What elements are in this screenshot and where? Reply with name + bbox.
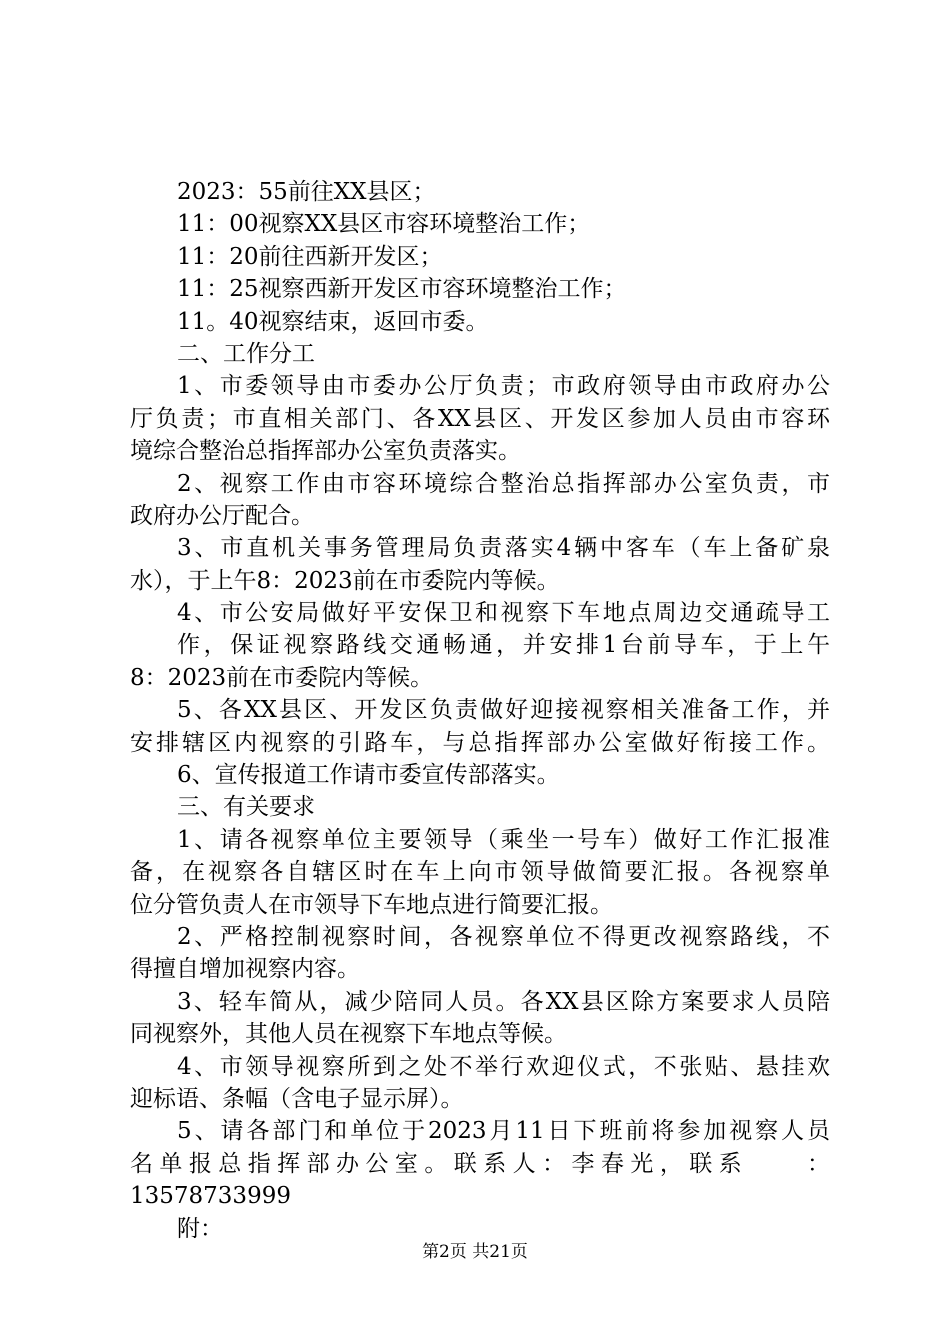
paragraph-line: 2、严格控制视察时间，各视察单位不得更改视察路线，不: [177, 923, 830, 950]
paragraph-line: 8：2023前在市委院内等候。: [130, 664, 434, 691]
paragraph-line: 1、市委领导由市委办公厅负责；市政府领导由市政府办公: [177, 373, 830, 400]
schedule-line: 11：20前往西新开发区；: [177, 243, 443, 270]
paragraph-line: 6、宣传报道工作请市委宣传部落实。: [177, 762, 560, 789]
schedule-line: 11：25视察西新开发区市容环境整治工作；: [177, 276, 627, 303]
attachment-label: 附：: [177, 1215, 223, 1242]
paragraph-line: 同视察外，其他人员在视察下车地点等候。: [130, 1021, 567, 1048]
paragraph-line: 4、市公安局做好平安保卫和视察下车地点周边交通疏导工: [177, 600, 830, 627]
paragraph-line: 境综合整治总指挥部办公室负责落实。: [130, 438, 521, 465]
paragraph-line: 安排辖区内视察的引路车，与总指挥部办公室做好衔接工作。: [130, 729, 830, 756]
paragraph-line: 厅负责；市直相关部门、各XX县区、开发区参加人员由市容环: [130, 405, 830, 432]
document-body: [130, 176, 830, 1245]
paragraph-line: 作，保证视察路线交通畅通，并安排1台前导车，于上午: [177, 632, 830, 659]
paragraph-line: 备，在视察各自辖区时在车上向市领导做简要汇报。各视察单: [130, 859, 830, 886]
paragraph-line: 水），于上午8：2023前在市委院内等候。: [130, 567, 560, 594]
schedule-line: 11。40视察结束，返回市委。: [177, 308, 489, 335]
contact-line: 名单报总指挥部办公室。联系人：李春光，联系 ：: [130, 1150, 830, 1177]
paragraph-line: 得擅自增加视察内容。: [130, 956, 360, 983]
paragraph-line: 5、各XX县区、开发区负责做好迎接视察相关准备工作，并: [177, 697, 830, 724]
paragraph-line: 3、市直机关事务管理局负责落实4辆中客车（车上备矿泉: [177, 535, 830, 562]
paragraph-line: 迎标语、条幅（含电子显示屏）。: [130, 1085, 464, 1112]
paragraph-line: 1、请各视察单位主要领导（乘坐一号车）做好工作汇报准: [177, 826, 830, 853]
contact-phone: 13578733999: [130, 1183, 291, 1210]
paragraph-line: 政府办公厅配合。: [130, 502, 314, 529]
schedule-line: 11：00视察XX县区市容环境整治工作；: [177, 211, 591, 238]
paragraph-line: 3、轻车简从，减少陪同人员。各XX县区除方案要求人员陪: [177, 988, 830, 1015]
paragraph-line: 位分管负责人在市领导下车地点进行简要汇报。: [130, 891, 613, 918]
schedule-line: 2023：55前往XX县区；: [177, 179, 436, 205]
page-number-footer: 第2页 共21页: [422, 1242, 528, 1262]
section-heading: 二、工作分工: [177, 340, 315, 367]
section-heading: 三、有关要求: [177, 794, 315, 821]
paragraph-line: 4、市领导视察所到之处不举行欢迎仪式，不张贴、悬挂欢: [177, 1053, 830, 1080]
paragraph-line: 2、视察工作由市容环境综合整治总指挥部办公室负责，市: [177, 470, 830, 497]
paragraph-line: 5、请各部门和单位于2023月11日下班前将参加视察人员: [177, 1118, 830, 1145]
